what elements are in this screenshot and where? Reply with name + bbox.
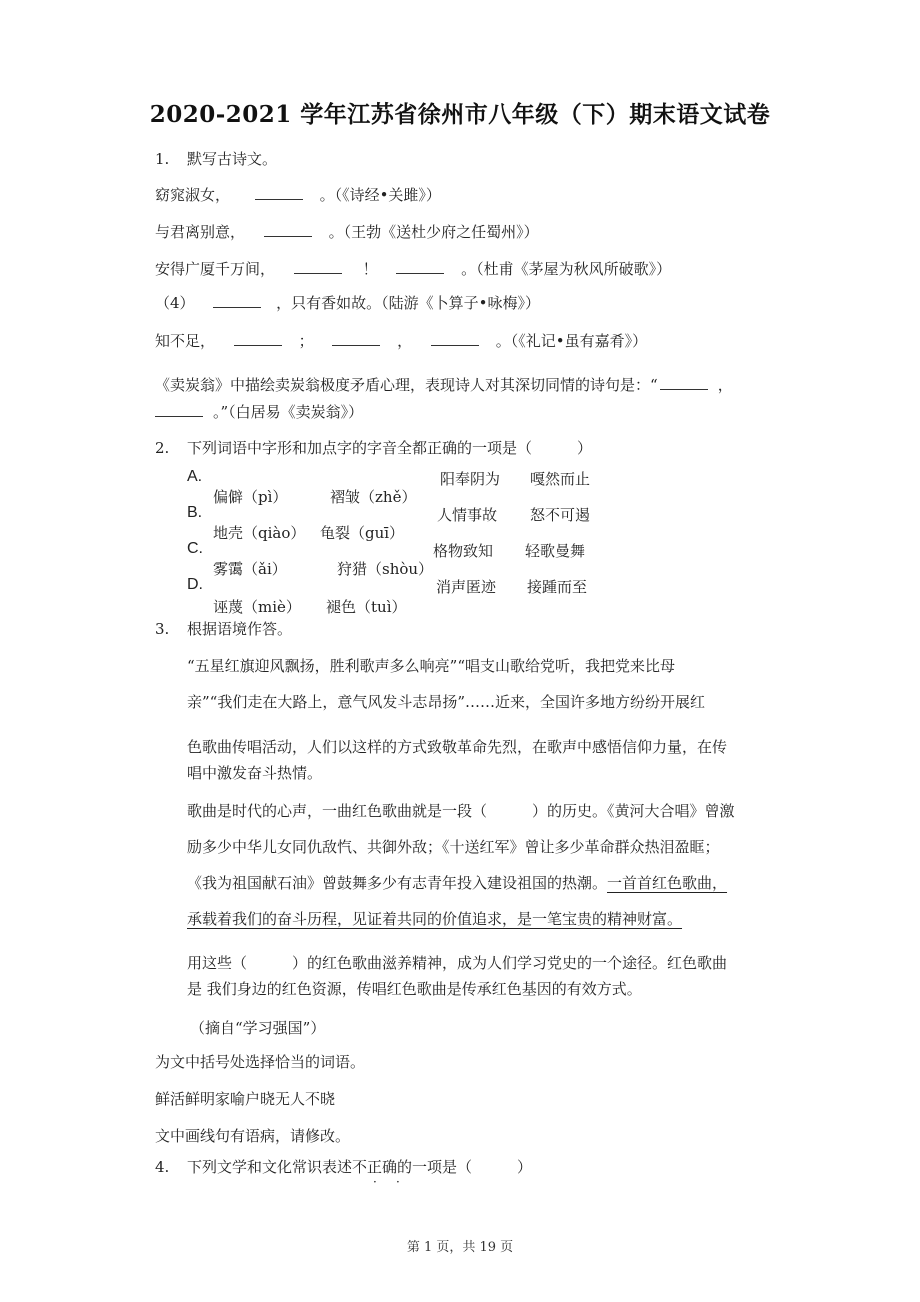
q3-passage-line-1: “五星红旗迎风飘扬，胜利歌声多么响亮”“唱支山歌给党听，我把党来比母 xyxy=(187,657,676,675)
q1-blank-4[interactable] xyxy=(396,258,444,274)
q1-line-4-pre: （4） xyxy=(155,294,195,312)
q3-task-2: 文中画线句有语病，请修改。 xyxy=(155,1127,351,1145)
q1-blank-2[interactable] xyxy=(264,221,312,237)
emphasis-dot-1: · xyxy=(373,1175,377,1189)
q3-passage-line-3: 色歌曲传唱活动，人们以这样的方式致敬革命先烈，在歌声中感悟信仰力量，在传 xyxy=(187,738,728,756)
q1-blank-1[interactable] xyxy=(255,184,303,200)
q3-word-choices: 鲜活鲜明家喻户晓无人不晓 xyxy=(155,1090,336,1108)
option-b-word-1: 地壳（qiào） xyxy=(213,524,306,542)
question-4-prompt: 下列文学和文化常识表述不正确的一项是（ ） xyxy=(187,1158,533,1176)
question-4-number: 4. xyxy=(155,1158,170,1176)
q1-line-1 xyxy=(155,184,441,205)
q3-passage-line-9: 用这些（ ）的红色歌曲滋养精神，成为人们学习党史的一个途径。红色歌曲 xyxy=(187,954,728,972)
q3-task-1: 为文中括号处选择恰当的词语。 xyxy=(155,1053,366,1071)
q1-line-3 xyxy=(155,258,671,279)
question-2-prompt: 下列词语中字形和加点字的字音全都正确的一项是（ ） xyxy=(187,439,593,457)
q3-passage-line-4: 唱中激发奋斗热情。 xyxy=(187,764,323,782)
q1-line-2-post: 。（王勃《送杜少府之任蜀州》） xyxy=(328,223,539,241)
option-b-word-2: 龟裂（guī） xyxy=(320,524,405,542)
q3-source: （摘自“学习强国”） xyxy=(190,1019,326,1037)
q1-line-1-pre: 窈窕淑女， xyxy=(155,186,231,204)
q1-maitan-line-1 xyxy=(155,374,733,395)
option-a-letter[interactable]: A. xyxy=(187,468,203,485)
q3-passage-line-10: 是 我们身边的红色资源，传唱红色歌曲是传承红色基因的有效方式。 xyxy=(187,980,642,998)
q1-maitan-source: 。”（白居易《卖炭翁》） xyxy=(213,403,364,421)
question-3-number: 3. xyxy=(155,620,170,638)
q1-maitan-line-2 xyxy=(155,401,363,422)
q1-line-5-post: 。（《礼记•虽有嘉肴》） xyxy=(495,332,648,350)
q1-blank-3[interactable] xyxy=(294,258,342,274)
q1-line-4-post: ，只有香如故。（陆游《卜算子•咏梅》） xyxy=(276,294,540,312)
q1-blank-6[interactable] xyxy=(234,330,282,346)
option-c-word-3: 格物致知 xyxy=(433,542,494,560)
q1-line-2 xyxy=(155,221,539,242)
q1-blank-7[interactable] xyxy=(332,330,380,346)
q1-line-5-pre: 知不足， xyxy=(155,332,216,350)
question-3-prompt: 根据语境作答。 xyxy=(187,620,293,638)
option-a-word-4: 嘎然而止 xyxy=(530,470,591,488)
page-footer: 第 1 页，共 19 页 xyxy=(406,1240,514,1255)
q3-passage-line-6: 励多少中华儿女同仇敌忾、共御外敌；《十送红军》曾让多少革命群众热泪盈眶； xyxy=(187,838,720,856)
option-b-word-3: 人情事故 xyxy=(437,506,498,524)
q1-line-4 xyxy=(155,292,540,313)
question-1-number: 1. xyxy=(155,150,170,168)
q1-maitan-text: 《卖炭翁》中描绘卖炭翁极度矛盾心理，表现诗人对其深切同情的诗句是：“ xyxy=(155,376,658,394)
q1-blank-9[interactable] xyxy=(660,374,708,390)
q3-passage-line-2: 亲”“我们走在大路上，意气风发斗志昂扬”……近来，全国许多地方纷纷开展红 xyxy=(187,693,706,711)
q3-underlined-sentence-start: 一首首红色歌曲， xyxy=(607,874,728,892)
q3-passage-line-7 xyxy=(187,872,727,893)
q1-blank-8[interactable] xyxy=(431,330,479,346)
option-c-word-2: 狩猎（shòu） xyxy=(337,560,434,578)
question-1-prompt: 默写古诗文。 xyxy=(187,150,278,168)
q1-line-1-post: 。（《诗经•关雎》） xyxy=(319,186,441,204)
option-b-letter[interactable]: B. xyxy=(187,504,203,521)
option-a-word-2: 褶皱（zhě） xyxy=(330,488,417,506)
q1-line-5 xyxy=(155,330,647,351)
option-d-word-2: 褪色（tuì） xyxy=(326,598,407,616)
q1-maitan-comma: ， xyxy=(717,376,733,394)
q3-passage-line-7-text: 《我为祖国献石油》曾鼓舞多少有志青年投入建设祖国的热潮。 xyxy=(187,874,608,892)
option-c-letter[interactable]: C. xyxy=(187,540,203,557)
option-c-word-1: 雾霭（ǎi） xyxy=(213,560,287,578)
option-d-word-1: 诬蔑（miè） xyxy=(213,598,301,616)
page-title: 2020-2021 学年江苏省徐州市八年级（下）期末语文试卷 xyxy=(149,101,771,128)
q3-underlined-sentence-end: 承载着我们的奋斗历程，见证着共同的价值追求，是一笔宝贵的精神财富。 xyxy=(187,910,683,928)
question-2-number: 2. xyxy=(155,439,170,457)
q1-line-2-pre: 与君离别意， xyxy=(155,223,246,241)
q3-passage-line-5: 歌曲是时代的心声，一曲红色歌曲就是一段（ ）的历史。《黄河大合唱》曾激 xyxy=(187,802,735,820)
q1-blank-10[interactable] xyxy=(155,401,203,417)
option-d-letter[interactable]: D. xyxy=(187,576,203,593)
option-a-word-3: 阳奉阴为 xyxy=(440,470,501,488)
option-d-word-3: 消声匿迹 xyxy=(436,578,497,596)
q1-line-3-mid: ！ xyxy=(362,260,378,278)
q1-blank-5[interactable] xyxy=(213,292,261,308)
q1-line-3-post: 。（杜甫《茅屋为秋风所破歌》） xyxy=(461,260,672,278)
option-c-word-4: 轻歌曼舞 xyxy=(525,542,586,560)
option-a-word-1: 偏僻（pì） xyxy=(213,488,288,506)
option-b-word-4: 怒不可遏 xyxy=(530,506,591,524)
q1-line-3-pre: 安得广厦千万间， xyxy=(155,260,276,278)
emphasis-dot-2: · xyxy=(396,1175,400,1189)
option-d-word-4: 接踵而至 xyxy=(527,578,588,596)
q1-line-5-mid2: ， xyxy=(397,332,413,350)
q1-line-5-mid1: ； xyxy=(298,332,314,350)
